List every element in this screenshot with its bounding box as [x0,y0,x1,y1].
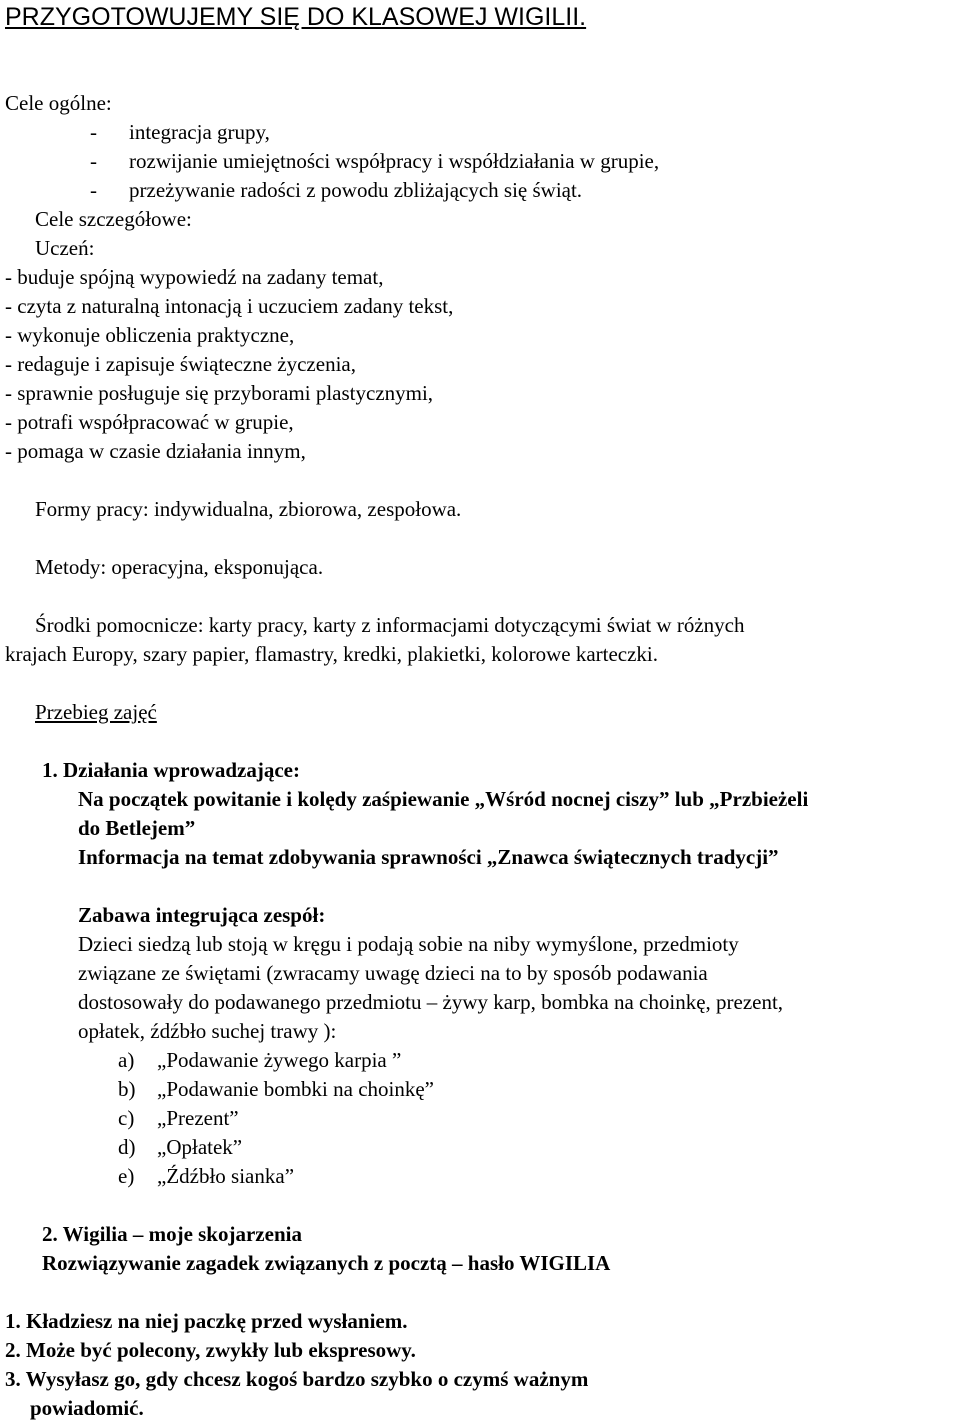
detailed-goals-heading: Cele szczegółowe: [35,207,192,231]
general-goal-item: - rozwijanie umiejętności współpracy i współdziałania w grupie, [90,149,660,173]
teaching-aids-line: krajach Europy, szary papier, flamastry, kredki, plakietki, kolorowe karteczki. [5,642,659,666]
section-2-subheading: Rozwiązywanie zagadek związanych z pocztą – hasło WIGILIA [42,1251,611,1275]
general-goal-item: - przeżywanie radości z powodu zbliżających się świąt. [90,178,583,202]
detailed-goal-item: - czyta z naturalną intonacją i uczuciem zadany tekst, [5,294,454,318]
game-description-line: dostosowały do podawanego przedmiotu – żywy karp, bombka na choinkę, prezent, [78,990,784,1014]
section-1-text: do Betlejem” [78,816,196,840]
section-2-heading: 2. Wigilia – moje skojarzenia [42,1222,302,1246]
general-goal-item: - integracja grupy, [90,120,270,144]
game-description-line: Dzieci siedzą lub stoją w kręgu i podają sobie na niby wymyślone, przedmioty [78,932,739,956]
game-description-line: związane ze świętami (zwracamy uwagę dzieci na to by sposób podawania [78,961,708,985]
general-goals-heading: Cele ogólne: [5,91,112,115]
game-option-text: „Podawanie bombki na choinkę” [157,1077,434,1101]
integration-game-heading: Zabawa integrująca zespół: [78,903,326,927]
detailed-goal-item: - pomaga w czasie działania innym, [5,439,306,463]
game-option-letter: b) [118,1077,136,1101]
student-label: Uczeń: [35,236,95,260]
game-option-text: „Opłatek” [157,1135,243,1159]
game-option-letter: e) [118,1164,135,1188]
game-description-line: opłatek, źdźbło suchej trawy ): [78,1019,337,1043]
detailed-goal-item: - wykonuje obliczenia praktyczne, [5,323,295,347]
riddle-item-continuation: powiadomić. [30,1396,144,1420]
riddle-item: 2. Może być polecony, zwykły lub ekspresowy. [5,1338,416,1362]
section-1-text: Informacja na temat zdobywania sprawności „Znawca świątecznych tradycji” [78,845,779,869]
game-option-letter: c) [118,1106,135,1130]
detailed-goal-item: - potrafi współpracować w grupie, [5,410,294,434]
game-option-letter: d) [118,1135,136,1159]
detailed-goal-item: - redaguje i zapisuje świąteczne życzenia, [5,352,356,376]
game-option-text: „Podawanie żywego karpia ” [157,1048,402,1072]
teaching-aids-line: Środki pomocnicze: karty pracy, karty z informacjami dotyczącymi świat w różnych [35,613,745,637]
work-forms: Formy pracy: indywidualna, zbiorowa, zespołowa. [35,497,462,521]
game-option-letter: a) [118,1048,135,1072]
riddle-item: 3. Wysyłasz go, gdy chcesz kogoś bardzo szybko o czymś ważnym [5,1367,589,1391]
game-option-text: „Prezent” [157,1106,239,1130]
section-1-text: Na początek powitanie i kolędy zaśpiewanie „Wśród nocnej ciszy” lub „Przbieżeli [78,787,809,811]
document-title: PRZYGOTOWUJEMY SIĘ DO KLASOWEJ WIGILII. [5,3,587,31]
detailed-goal-item: - sprawnie posługuje się przyborami plastycznymi, [5,381,434,405]
methods: Metody: operacyjna, eksponująca. [35,555,324,579]
section-1-heading: 1. Działania wprowadzające: [42,758,300,782]
game-option-text: „Źdźbło sianka” [157,1164,295,1188]
detailed-goal-item: - buduje spójną wypowiedź na zadany temat, [5,265,384,289]
lesson-course-heading: Przebieg zajęć [35,700,157,724]
riddle-item: 1. Kładziesz na niej paczkę przed wysłaniem. [5,1309,408,1333]
